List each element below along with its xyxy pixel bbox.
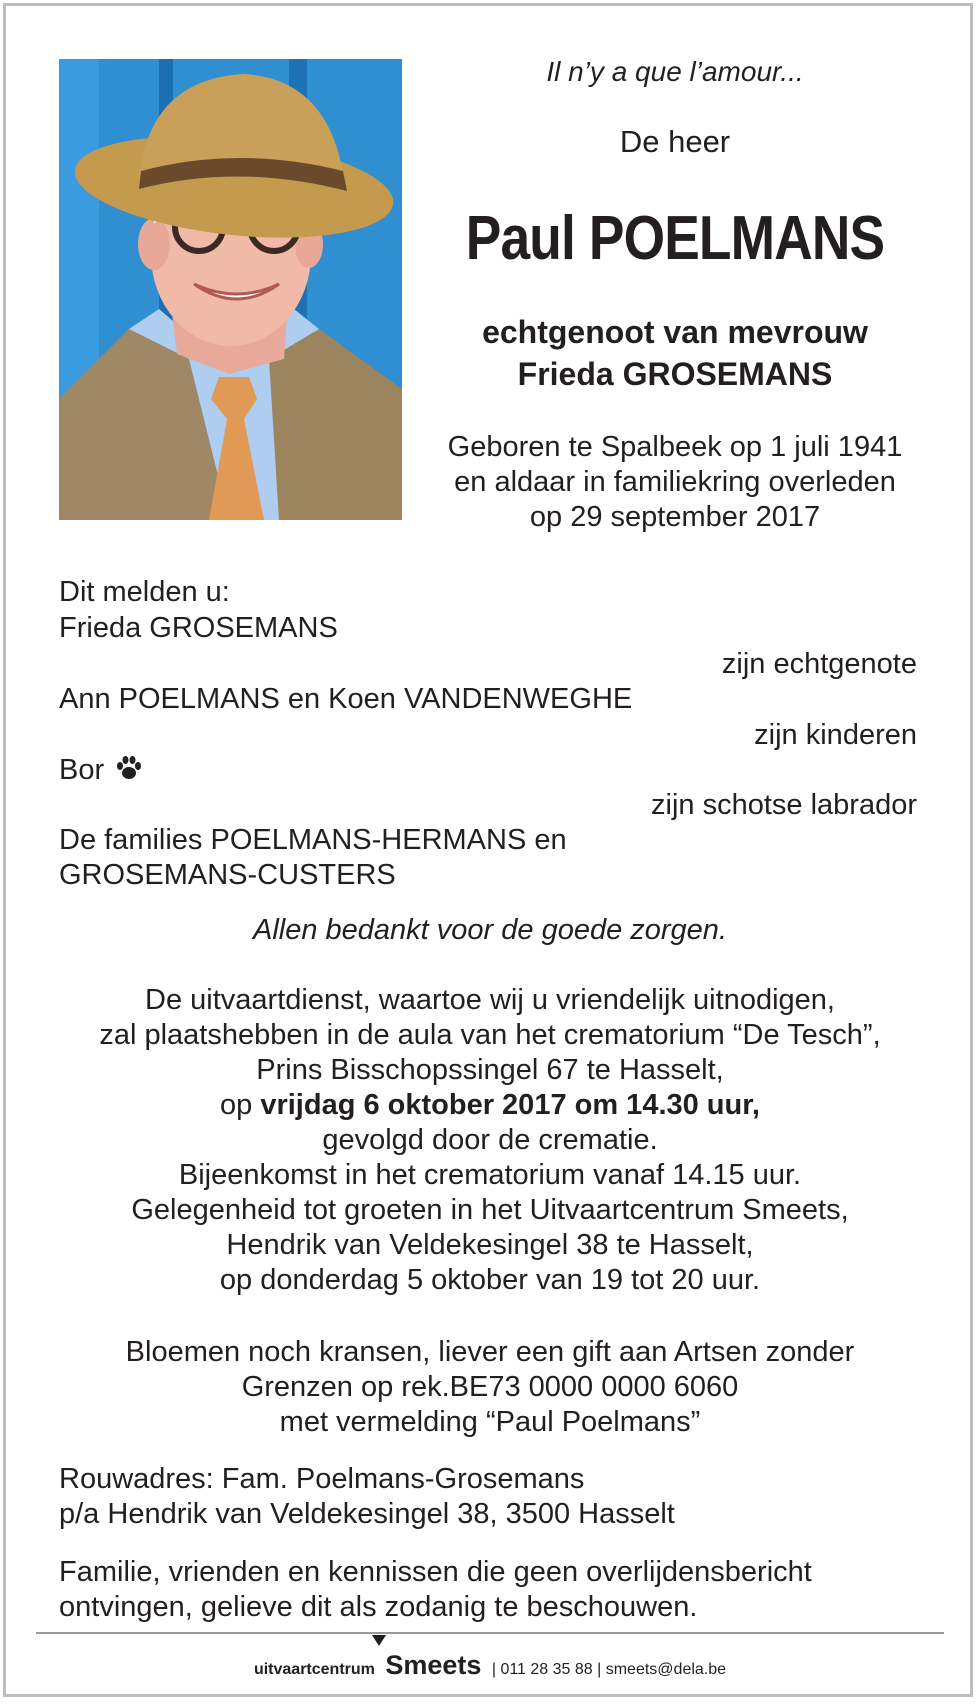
flowers-line: met vermelding “Paul Poelmans”: [279, 1406, 701, 1438]
service-line: Gelegenheid tot groeten in het Uitvaartcentrum Smeets,: [131, 1194, 849, 1226]
service-line: De uitvaartdienst, waartoe wij u vriendelijk uitnodigen,: [145, 984, 835, 1016]
announce-intro: Dit melden u:: [59, 576, 230, 608]
death-line: op 29 september 2017: [529, 501, 821, 533]
family-member-name: Bor: [59, 754, 105, 786]
portrait-photo: [59, 59, 402, 520]
family-member-relation: zijn kinderen: [754, 719, 917, 751]
address-line: Rouwadres: Fam. Poelmans-Grosemans: [59, 1463, 585, 1495]
service-date-prefix: op: [220, 1089, 261, 1121]
service-line: Bijeenkomst in het crematorium vanaf 14.15 uur.: [178, 1159, 802, 1191]
pet-row: [59, 753, 142, 790]
spouse-line-2: Frieda GROSEMANS: [517, 356, 833, 392]
footer-prefix: uitvaartcentrum: [253, 1661, 375, 1678]
family-member-relation: zijn echtgenote: [721, 648, 917, 680]
closing-line: ontvingen, gelieve dit als zodanig te beschouwen.: [59, 1591, 698, 1623]
paw-icon: [116, 755, 142, 790]
service-date-line: [0, 1088, 980, 1123]
footer-contact: | 011 28 35 88 | smeets@dela.be: [491, 1661, 727, 1678]
motto: Il n’y a que l’amour...: [546, 56, 804, 87]
deceased-name: Paul POELMANS: [465, 204, 885, 273]
footer-divider: [36, 1632, 944, 1634]
family-member-name: Frieda GROSEMANS: [59, 612, 338, 644]
family-member-name: Ann POELMANS en Koen VANDENWEGHE: [59, 683, 633, 715]
service-line: zal plaatshebben in de aula van het crematorium “De Tesch”,: [99, 1019, 881, 1051]
service-line: Hendrik van Veldekesingel 38 te Hasselt,: [226, 1229, 754, 1261]
honorific-title: De heer: [619, 124, 731, 159]
birth-line-1: Geboren te Spalbeek op 1 juli 1941: [447, 431, 903, 463]
birth-line-2: en aldaar in familiekring overleden: [454, 466, 896, 498]
flowers-line: Bloemen noch kransen, liever een gift aan Artsen zonder: [125, 1336, 855, 1368]
service-date: vrijdag 6 oktober 2017 om 14.30 uur,: [260, 1089, 760, 1121]
spouse-line-1: echtgenoot van mevrouw: [482, 314, 868, 350]
service-line: op donderdag 5 oktober van 19 tot 20 uur.: [219, 1264, 761, 1296]
service-line: Prins Bisschopssingel 67 te Hasselt,: [256, 1054, 724, 1086]
closing-line: Familie, vrienden en kennissen die geen overlijdensbericht: [59, 1556, 812, 1588]
flowers-line: Grenzen op rek.BE73 0000 0000 6060: [241, 1371, 739, 1403]
families-line-2: GROSEMANS-CUSTERS: [59, 859, 396, 891]
service-line: gevolgd door de crematie.: [322, 1124, 658, 1156]
families-line-1: De families POELMANS-HERMANS en: [59, 824, 567, 856]
footer-brand: Smeets: [385, 1650, 482, 1680]
triangle-down-icon: [372, 1635, 386, 1646]
footer: [0, 1650, 980, 1681]
address-line: p/a Hendrik van Veldekesingel 38, 3500 Hasselt: [59, 1498, 675, 1530]
family-member-relation: zijn schotse labrador: [651, 789, 917, 821]
thanks-line: Allen bedankt voor de goede zorgen.: [252, 914, 727, 946]
